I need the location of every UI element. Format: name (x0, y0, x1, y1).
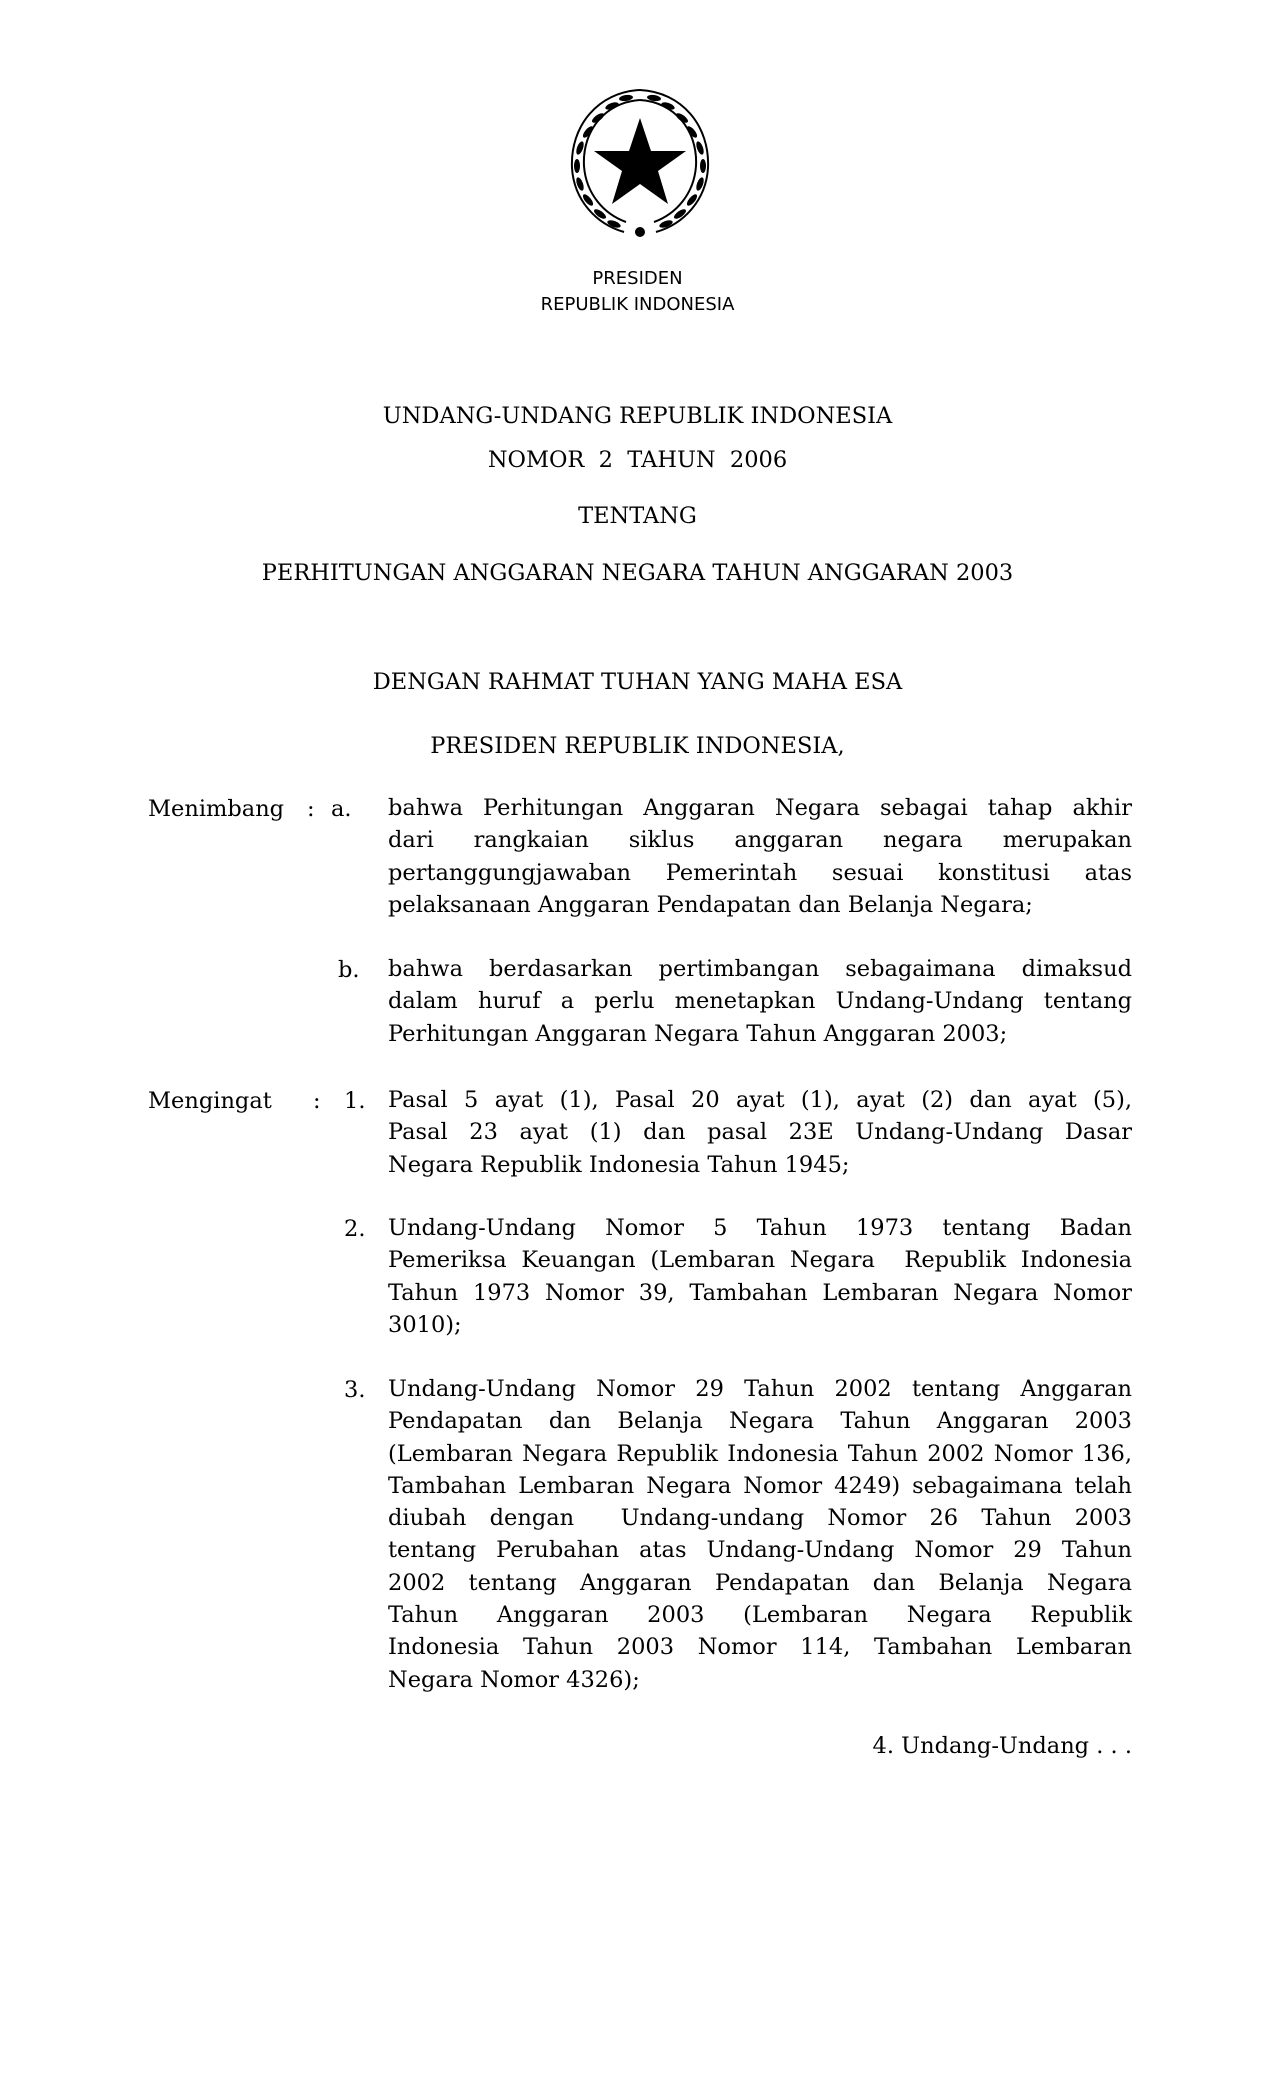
text-line: (Lembaran Negara Republik Indonesia Tahun 2002 Nomor 136, (388, 1440, 1132, 1467)
text-line: Pasal 5 ayat (1), Pasal 20 ayat (1), ayat (2) dan ayat (5), (388, 1087, 1132, 1113)
text-line: Tambahan Lembaran Negara Nomor 4249) sebagaimana telah (388, 1472, 1132, 1499)
mengingat-marker-2: 2. (344, 1216, 366, 1242)
text-line: Pendapatan dan Belanja Negara Tahun Anggaran 2003 (388, 1408, 1132, 1435)
text-line: tentang Perubahan atas Undang-Undang Nomor 29 Tahun (388, 1537, 1132, 1564)
text-line: dari rangkaian siklus anggaran negara merupakan (388, 827, 1132, 854)
text-line: bahwa Perhitungan Anggaran Negara sebagai tahap akhir (388, 795, 1132, 821)
page-catchword: 4. Undang-Undang . . . (872, 1733, 1132, 1759)
text-line: pelaksanaan Anggaran Pendapatan dan Belanja Negara; (388, 891, 1033, 918)
text-line: Negara Nomor 4326); (388, 1666, 640, 1693)
menimbang-marker-b: b. (338, 957, 360, 983)
text-line: pertanggungjawaban Pemerintah sesuai konstitusi atas (388, 859, 1132, 886)
menimbang-item-b (388, 953, 1132, 1050)
text-line: Perhitungan Anggaran Negara Tahun Anggaran 2003; (388, 1020, 1008, 1047)
office-line-presiden: PRESIDEN (592, 268, 683, 289)
text-line: Tahun 1973 Nomor 39, Tambahan Lembaran Negara Nomor (388, 1279, 1132, 1306)
preamble-presiden: PRESIDEN REPUBLIK INDONESIA, (430, 733, 845, 759)
document-title: UNDANG-UNDANG REPUBLIK INDONESIA (382, 403, 893, 429)
mengingat-item-2 (388, 1212, 1132, 1341)
menimbang-label: Menimbang (148, 796, 285, 822)
document-number: NOMOR 2 TAHUN 2006 (487, 447, 788, 473)
text-line: bahwa berdasarkan pertimbangan sebagaimana dimaksud (388, 956, 1132, 982)
text-line: Indonesia Tahun 2003 Nomor 114, Tambahan Lembaran (388, 1634, 1132, 1661)
text-line: diubah dengan Undang-undang Nomor 26 Tahun 2003 (388, 1505, 1132, 1532)
text-line: 2002 tentang Anggaran Pendapatan dan Belanja Negara (388, 1569, 1132, 1596)
mengingat-item-1 (388, 1084, 1132, 1181)
menimbang-colon: : (307, 796, 315, 822)
text-line: Pasal 23 ayat (1) dan pasal 23E Undang-Undang Dasar (388, 1119, 1132, 1146)
text-line: dalam huruf a perlu menetapkan Undang-Undang tentang (388, 988, 1132, 1015)
text-line: Pemeriksa Keuangan (Lembaran Negara Republik Indonesia (388, 1247, 1132, 1274)
text-line: 3010); (388, 1311, 462, 1338)
document-tentang: TENTANG (578, 503, 697, 529)
text-line: Undang-Undang Nomor 29 Tahun 2002 tentang Anggaran (388, 1376, 1132, 1402)
mengingat-label: Mengingat (148, 1088, 272, 1114)
text-line: Negara Republik Indonesia Tahun 1945; (388, 1151, 850, 1178)
document-subject: PERHITUNGAN ANGGARAN NEGARA TAHUN ANGGARAN 2003 (261, 560, 1014, 586)
mengingat-marker-3: 3. (344, 1377, 366, 1403)
mengingat-marker-1: 1. (344, 1088, 366, 1114)
menimbang-marker-a: a. (331, 796, 352, 822)
preamble-rahmat: DENGAN RAHMAT TUHAN YANG MAHA ESA (372, 669, 903, 695)
text-line: Tahun Anggaran 2003 (Lembaran Negara Republik (388, 1602, 1132, 1629)
text-line: Undang-Undang Nomor 5 Tahun 1973 tentang Badan (388, 1215, 1132, 1241)
mengingat-colon: : (313, 1088, 321, 1114)
garuda-star-seal-icon (558, 82, 722, 244)
menimbang-item-a (388, 792, 1132, 921)
mengingat-item-3 (388, 1373, 1132, 1696)
office-line-republik: REPUBLIK INDONESIA (540, 294, 735, 315)
